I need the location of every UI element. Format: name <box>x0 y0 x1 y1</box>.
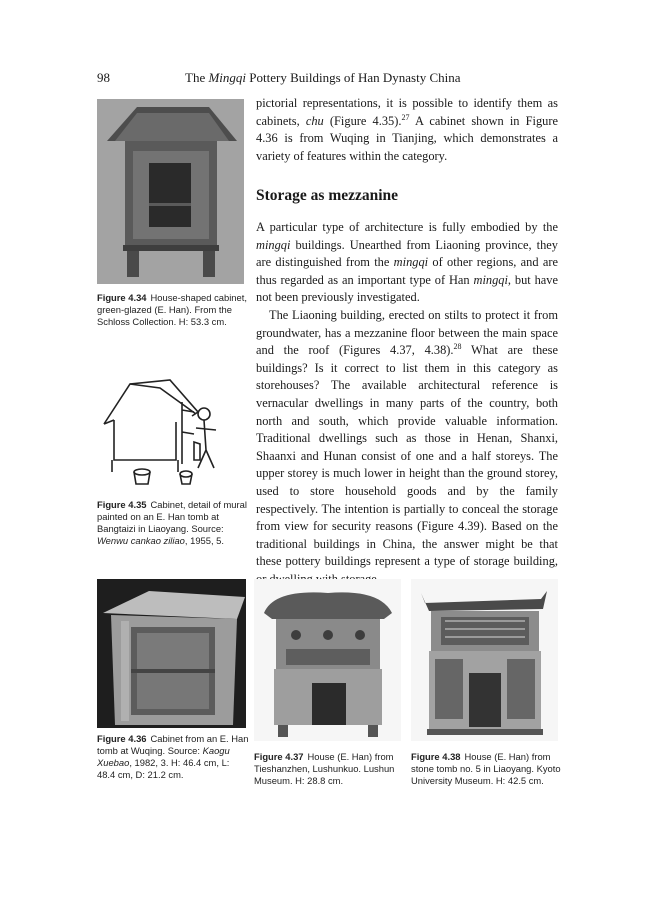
liaoyang-house-photo-icon <box>411 579 558 741</box>
mural-cabinet-drawing-icon <box>100 372 242 487</box>
figure-4-34-caption: Figure 4.34 House-shaped cabinet, green-glazed (E. Han). From the Schloss Collection. H: 53.3 cm. <box>97 292 247 327</box>
section-body <box>256 219 558 588</box>
figure-4-35-drawing <box>100 372 242 487</box>
tieshanzhen-house-photo-icon <box>254 579 401 741</box>
paragraph-2: The Liaoning building, erected on stilts to protect it from groundwater, has a mezzanine floor between the main space and the roof (Figures 4.37, 4.38).$^{28}$ What are these buildings? Is it correct to list them in this category as storehouses? The available architectural reference is vernacular dwellings in many parts of the country, both north and south, which provide valuable information. Traditional dwellings such as those in Henan, Shanxi, Shaanxi and Hunan consist of one and a half storeys. The upper storey is much lower in height than the ground storey, used to store household goods and by the family respectively. The intention is partially to conceal the storage from view for security reasons (Figure 4.39). Based on the traditional buildings in China, the answer might be that these pottery buildings represent a type of storage building, <box>256 307 558 569</box>
wuqing-cabinet-photo-icon <box>97 579 246 728</box>
figure-4-35-caption: Figure 4.35 Cabinet, detail of mural painted on an E. Han tomb at Bangtaizi in Liaoyang. Source: Wenwu cankao ziliao, 1955, 5. <box>97 499 247 546</box>
figure-4-36-photo <box>97 579 246 728</box>
figure-4-36-caption: Figure 4.36 Cabinet from an E. Han tomb at Wuqing. Source: Kaogu Xuebao, 1982, 3. H: 46.4 cm, L: 48.4 cm, D: 21.2 cm. <box>97 733 249 780</box>
section-heading: Storage as mezzanine <box>256 187 399 204</box>
page-number: 98 <box>97 70 110 85</box>
cabinet-photo-icon <box>97 99 244 284</box>
figure-4-34-photo <box>97 99 244 284</box>
paragraph-1: A particular type of architecture is fully embodied by the mingqi buildings. Unearthed from Liaoning province, they are distinguished from the mingqi of other regions, and are thus regarded as an important type of Han mingqi, but have not been previously investigated. <box>256 220 559 305</box>
figure-4-38-photo <box>411 579 558 741</box>
running-head: The Mingqi Pottery Buildings of Han Dynasty China <box>185 70 461 85</box>
figure-4-37-caption: Figure 4.37 House (E. Han) from Tieshanzhen, Lushunkuo. Lushun Museum. H: 28.8 cm. <box>254 751 395 786</box>
figure-4-38-caption: Figure 4.38 House (E. Han) from stone tomb no. 5 in Liaoyang. Kyoto University Museum. H: 42.5 cm. <box>411 751 561 786</box>
figure-4-37-photo <box>254 579 401 741</box>
intro-paragraph: pictorial representations, it is possible to identify them as cabinets, chu (Figure 4.35).$^{27}$ A cabinet shown in Figure 4.36 is from Wuqing in Tianjing, which demonstrates a variety of features within the category. <box>256 96 558 163</box>
